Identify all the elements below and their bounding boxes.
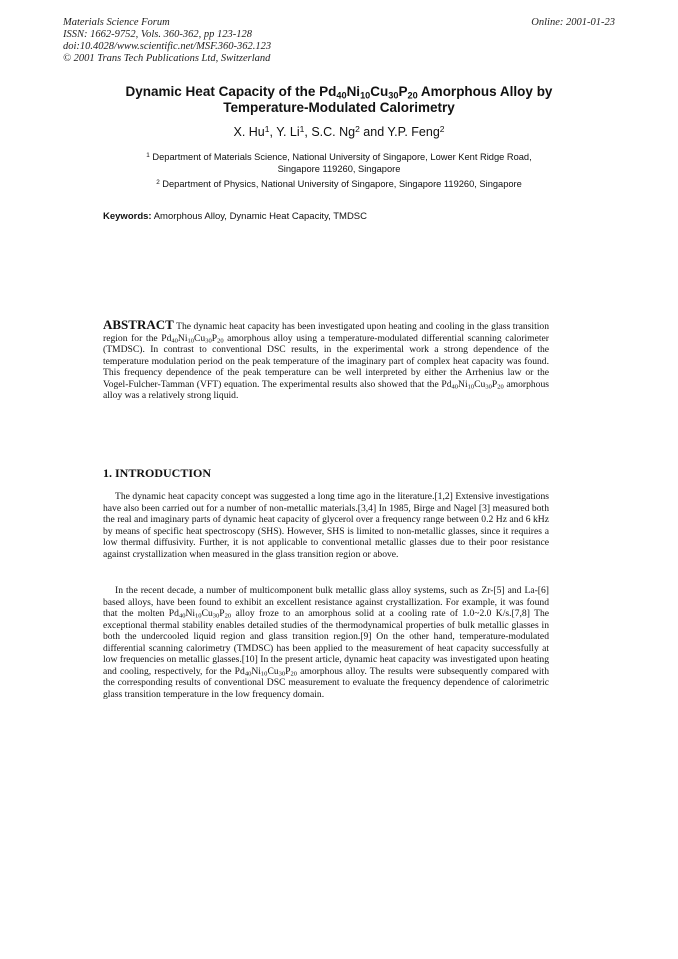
copyright-line: © 2001 Trans Tech Publications Ltd, Switzerland: [63, 53, 271, 64]
intro-paragraph-2: In the recent decade, a number of multicomponent bulk metallic glass alloy systems, such as Zr-[5] and La-[6] based alloys, have been found to exhibit an excellent resistance against crystallization. For example, it was found that the molten $Pd_{40}Ni_{10}Cu_{30}P_{20}$ alloy froze to an amorphous solid at a cooling rate of 1.0~2.0 K/s.[7,8] The exceptional thermal stability enables detailed studies of the thermodynamical properties of bulk metallic glasses in both the undercooled liquid region and glass transition region.[9] On the other hand, temperature-modulated differential scanning calorimetry (TMDSC) has been applied to the measurement of heat capacity successfully at low frequencies on metallic glasses.[10] In the present article, dynamic heat capacity was investigated upon heating and cooling, respectively, for the $Pd_{40}Ni_{10}Cu_{30}P_{20}$ amorphous alloy. The results were subsequently compared with the corresponding results of conventional DSC measurement to evaluate the frequency dependence of calorimetric glass transition temperature in the low frequency domain.: [103, 585, 550, 700]
section-heading-introduction: 1. INTRODUCTION: [103, 466, 212, 480]
title-line-1: Dynamic Heat Capacity of the $Pd_{40}Ni_{10}Cu_{30}P_{20}$ Amorphous Alloy by: [125, 84, 553, 101]
author-list: X. Hu$^1$, Y. Li$^1$, S.C. Ng$^2$ and Y.P. Feng$^2$: [233, 124, 445, 139]
abstract-heading: ABSTRACT: [103, 317, 174, 332]
affiliation-2: $^2$ Department of Physics, National University of Singapore, Singapore 119260, Singapore: [156, 179, 522, 189]
journal-name: Materials Science Forum: [63, 17, 170, 28]
abstract-paragraph: ABSTRACT The dynamic heat capacity has been investigated upon heating and cooling in the glass transition region for the $Pd_{40}Ni_{10}Cu_{30}P_{20}$ amorphous alloy using a temperature-modulated differential scanning calorimeter (TMDSC). In contrast to conventional DSC results, in the experimental work a strong dependence of the temperature modulation period on the peak temperature of the imaginary part of complex heat capacity was found. This frequency dependence of the peak temperature can be well interpreted by either the Arrhenius law or the Vogel-Fulcher-Tamman (VFT) equation. The experimental results also showed that the $Pd_{40}Ni_{10}Cu_{30}P_{20}$ amorphous alloy was a relatively strong liquid.: [103, 317, 549, 401]
paper-title: [100, 84, 578, 116]
issn-line: ISSN: 1662-9752, Vols. 360-362, pp 123-128: [63, 29, 252, 40]
doi-link[interactable]: doi:10.4028/www.scientific.net/MSF.360-362.123: [63, 41, 272, 52]
intro-paragraph-1: The dynamic heat capacity concept was suggested a long time ago in the literature.[1,2] Extensive investigations have also been carried out for a number of non-metallic materials.[3,4] In 1985, Birge and Nagel [3] measured both the real and imaginary parts of dynamic heat capacity of glycerol over a frequency range between 0.2 Hz and 6 kHz by means of specific heat spectroscopy (SHS). However, SHS is limited to non-metallic glasses, since it requires a low thermal diffusivity. Further, it is not applicable to conventional metallic glasses due to their poor resistance against crystallization when measured in the glass transition region or above.: [103, 491, 549, 560]
keywords-text: Amorphous Alloy, Dynamic Heat Capacity, TMDSC: [153, 211, 367, 222]
keywords-label: Keywords:: [103, 211, 152, 222]
affiliation-1: $^1$ Department of Materials Science, National University of Singapore, Lower Kent Ridge Road, Singapore 119260, Singapore: [146, 152, 532, 174]
journal-header: [63, 17, 271, 65]
keywords: [103, 211, 367, 222]
alloy-formula: $Pd_{40}Ni_{10}Cu_{30}P_{20}$: [234, 665, 298, 678]
alloy-formula: $Pd_{40}Ni_{10}Cu_{30}P_{20}$: [168, 608, 232, 620]
online-date: Online: 2001-01-23: [531, 17, 615, 28]
alloy-formula: $Pd_{40}Ni_{10}Cu_{30}P_{20}$: [441, 378, 504, 391]
alloy-formula: $Pd_{40}Ni_{10}Cu_{30}P_{20}$: [161, 332, 224, 345]
title-line-2: Temperature-Modulated Calorimetry: [223, 100, 455, 115]
